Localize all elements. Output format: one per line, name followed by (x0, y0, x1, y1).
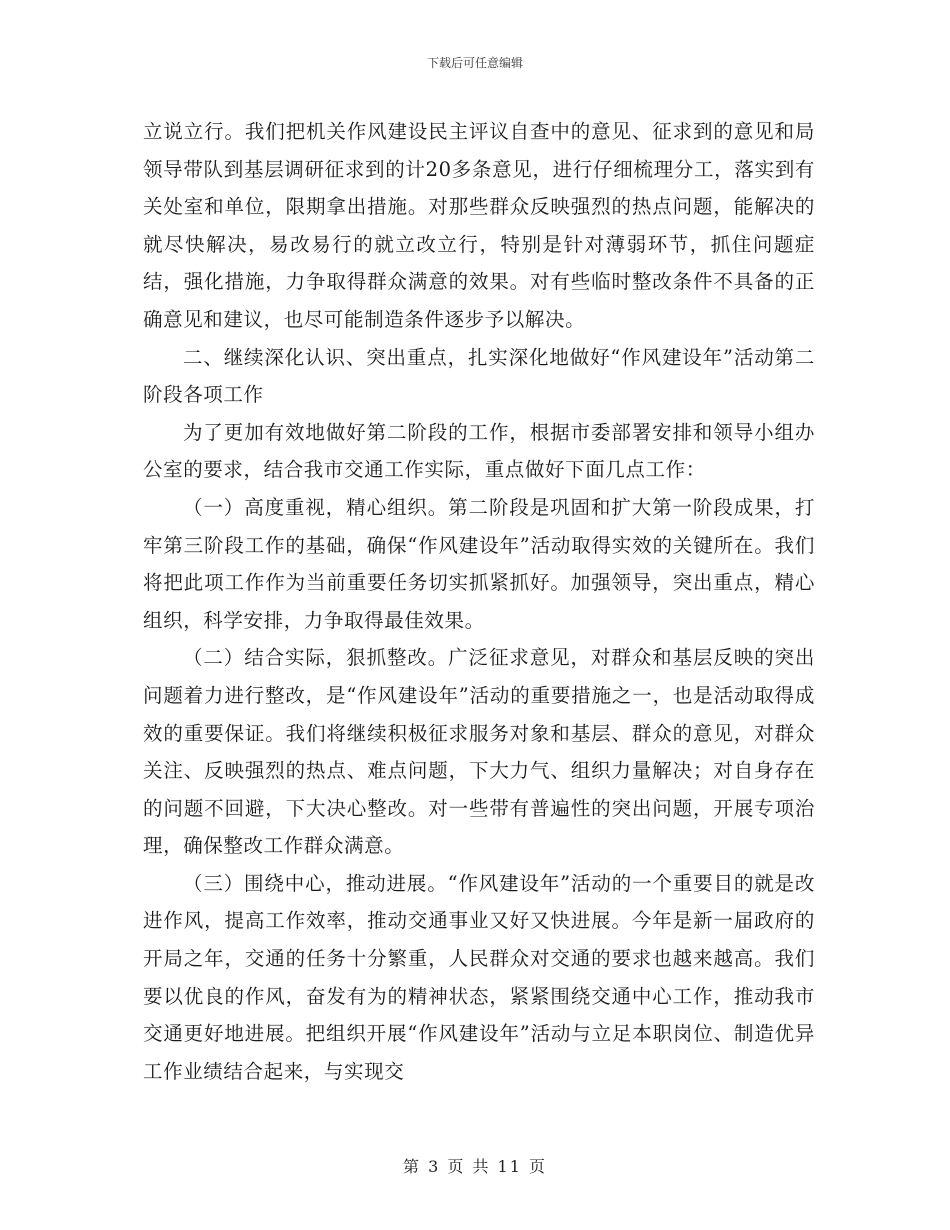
paragraph-5: （二）结合实际，狠抓整改。广泛征求意见，对群众和基层反映的突出问题着力进行整改，是“作风建设年”活动的重要措施之一，也是活动取得成效的重要保证。我们将继续积极征求服务对象和基层、群众的意见，对群众关注、反映强烈的热点、难点问题，下大力气、组织力量解决；对自身存在的问题不回避，下大决心整改。对一些带有普遍性的突出问题，开展专项治理，确保整改工作群众满意。 (143, 646, 815, 858)
paragraph-1: 立说立行。我们把机关作风建设民主评议自查中的意见、征求到的意见和局领导带队到基层调研征求到的计20多条意见，进行仔细梳理分工，落实到有关处室和单位，限期拿出措施。对那些群众反映强烈的热点问题，能解决的就尽快解决，易改易行的就立改立行，特别是针对薄弱环节，抓住问题症结，强化措施，力争取得群众满意的效果。对有些临时整改条件不具备的正确意见和建议，也尽可能制造条件逐步予以解决。 (143, 120, 815, 331)
page-header: 下载后可任意编辑 (426, 56, 523, 70)
paragraph-4: （一）高度重视，精心组织。第二阶段是巩固和扩大第一阶段成果，打牢第三阶段工作的基础，确保“作风建设年”活动取得实效的关键所在。我们将把此项工作作为当前重要任务切实抓紧抓好。加强领导，突出重点，精心组织，科学安排，力争取得最佳效果。 (143, 495, 815, 632)
paragraph-3: 为了更加有效地做好第二阶段的工作，根据市委部署安排和领导小组办公室的要求，结合我市交通工作实际，重点做好下面几点工作： (143, 420, 815, 482)
document-body (143, 113, 815, 1090)
section-heading-2: 二、继续深化认识、突出重点，扎实深化地做好“作风建设年”活动第二阶段各项工作 (143, 345, 815, 407)
paragraph-6: （三）围绕中心，推动进展。“作风建设年”活动的一个重要目的就是改进作风，提高工作效率，推动交通事业又好又快进展。今年是新一届政府的开局之年，交通的任务十分繁重，人民群众对交通的要求也越来越高。我们要以优良的作风，奋发有为的精神状态，紧紧围绕交通中心工作，推动我市交通更好地进展。把组织开展“作风建设年”活动与立足本职岗位、制造优异工作业绩结合起来，与实现交 (143, 871, 815, 1083)
page-footer: 第 3 页 共 11 页 (403, 1157, 547, 1176)
